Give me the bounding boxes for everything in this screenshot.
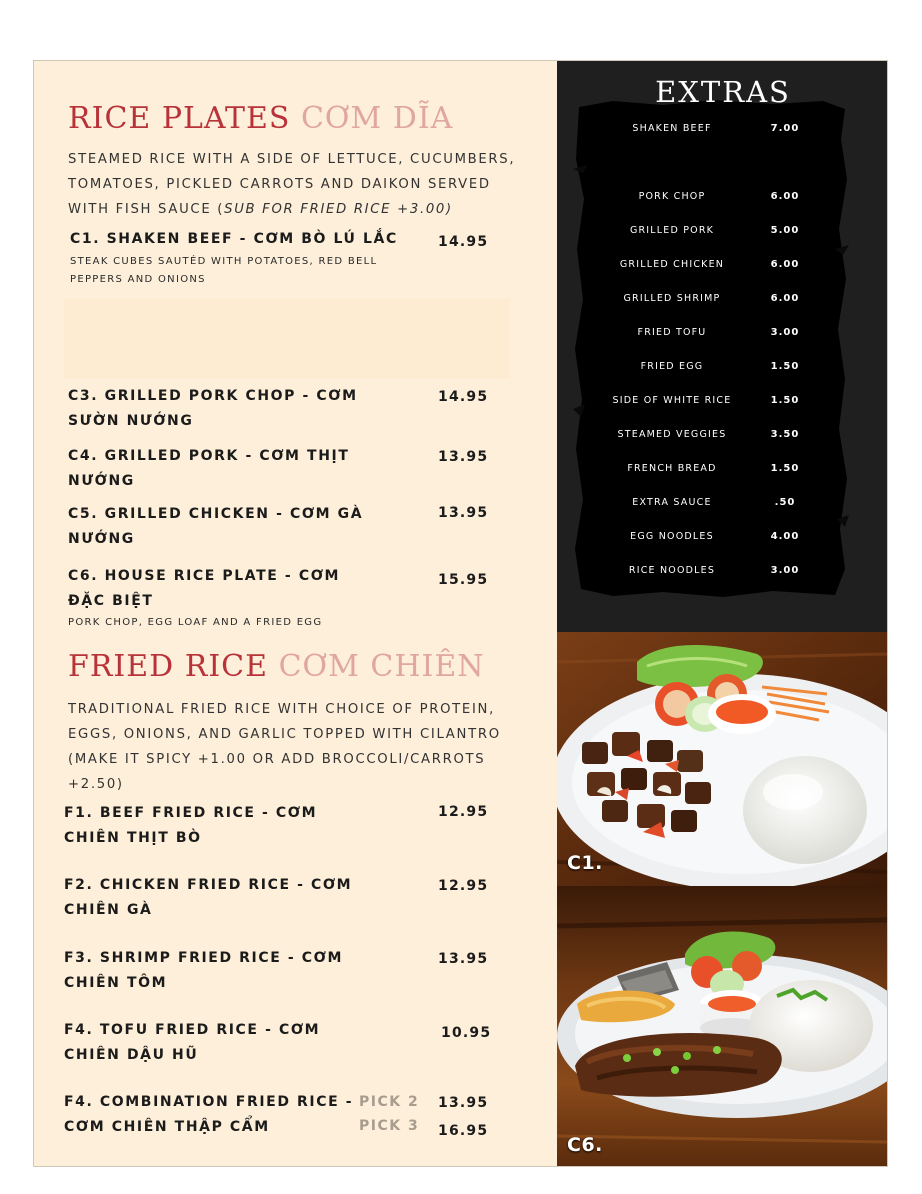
menu-right-column xyxy=(557,61,888,1167)
extra-fried-egg-name: FRIED EGG xyxy=(640,361,704,372)
extra-sauce-price: .50 xyxy=(774,497,796,508)
extra-egg-noodles-name: EGG NOODLES xyxy=(630,531,714,542)
extra-french-bread-price: 1.50 xyxy=(770,463,800,474)
rice-plates-description xyxy=(68,147,538,222)
pick-3-price: 16.95 xyxy=(438,1123,489,1139)
extra-rice-noodles-price: 3.00 xyxy=(770,565,800,576)
house-rice-plate-image xyxy=(557,886,888,1167)
menu-item-c6-name: C6. HOUSE RICE PLATE - CƠM ĐẶC BIỆT xyxy=(68,568,341,609)
menu-left-column xyxy=(34,61,557,1167)
menu-item-c3-price: 14.95 xyxy=(438,389,489,405)
pick-2-price: 13.95 xyxy=(438,1095,489,1111)
extra-steamed-veggies-name: STEAMED VEGGIES xyxy=(617,429,727,440)
brush-stroke-background xyxy=(573,99,849,599)
extra-shaken-beef-price: 7.00 xyxy=(770,123,800,134)
rice-plates-title xyxy=(68,101,453,136)
fried-rice-description: TRADITIONAL FRIED RICE WITH CHOICE OF PROTEIN, EGGS, ONIONS, AND GARLIC TOPPED WITH CILANTRO (MAKE IT SPICY +1.00 OR ADD BROCCOLI/CARROTS +2.50) xyxy=(68,702,501,792)
menu-item-c3-name: C3. GRILLED PORK CHOP - CƠM SƯỜN NƯỚNG xyxy=(68,388,358,429)
extra-grilled-shrimp-name: GRILLED SHRIMP xyxy=(623,293,721,304)
menu-item-f4-tofu-price: 10.95 xyxy=(441,1025,492,1041)
extra-pork-chop-price: 6.00 xyxy=(770,191,800,202)
menu-item-c4-name: C4. GRILLED PORK - CƠM THỊT NƯỚNG xyxy=(68,448,350,489)
extra-grilled-pork-price: 5.00 xyxy=(770,225,800,236)
menu-item-c1-name: C1. SHAKEN BEEF - CƠM BÒ LÚ LẮC xyxy=(70,231,398,247)
extra-grilled-chicken-price: 6.00 xyxy=(770,259,800,270)
rice-plates-title-en: RICE PLATES xyxy=(68,101,291,136)
extra-french-bread-name: FRENCH BREAD xyxy=(627,463,717,474)
menu-item-c1-description: STEAK CUBES SAUTÉD WITH POTATOES, RED BELL PEPPERS AND ONIONS xyxy=(70,256,378,285)
fried-rice-title-en: FRIED RICE xyxy=(68,649,269,684)
extra-rice-noodles-name: RICE NOODLES xyxy=(628,565,716,576)
pick-3-label: PICK 3 xyxy=(359,1118,420,1134)
photo-c1-label: C1. xyxy=(567,852,603,874)
extra-pork-chop-name: PORK CHOP xyxy=(638,191,706,202)
extra-steamed-veggies-price: 3.50 xyxy=(770,429,800,440)
fried-rice-title-vi: CƠM CHIÊN xyxy=(278,649,485,684)
extra-white-rice-name: SIDE OF WHITE RICE xyxy=(612,395,732,406)
rice-plates-title-vi: CƠM DĨA xyxy=(300,101,454,136)
extra-fried-tofu-name: FRIED TOFU xyxy=(637,327,707,338)
menu-item-c5-price: 13.95 xyxy=(438,505,489,521)
rice-plates-description-main: STEAMED RICE WITH A SIDE OF LETTUCE, CUCUMBERS, TOMATOES, PICKLED CARROTS AND DAIKON SERVED WITH FISH SAUCE ( xyxy=(68,152,516,217)
menu-item-f1-name: F1. BEEF FRIED RICE - CƠM CHIÊN THỊT BÒ xyxy=(64,805,318,846)
menu-page xyxy=(33,60,888,1167)
extra-grilled-pork-name: GRILLED PORK xyxy=(629,225,715,236)
menu-item-f2-name: F2. CHICKEN FRIED RICE - CƠM CHIÊN GÀ xyxy=(64,877,353,918)
menu-item-f4-combo-name: F4. COMBINATION FRIED RICE - CƠM CHIÊN THẬP CẨM xyxy=(64,1094,354,1135)
menu-item-c6-price: 15.95 xyxy=(438,572,489,588)
extra-grilled-chicken-name: GRILLED CHICKEN xyxy=(619,259,725,270)
fried-rice-title xyxy=(68,649,485,684)
extra-grilled-shrimp-price: 6.00 xyxy=(770,293,800,304)
extra-fried-tofu-price: 3.00 xyxy=(770,327,800,338)
menu-item-c5-name: C5. GRILLED CHICKEN - CƠM GÀ NƯỚNG xyxy=(68,506,364,547)
extra-shaken-beef-name: SHAKEN BEEF xyxy=(632,123,712,134)
menu-item-f2-price: 12.95 xyxy=(438,878,489,894)
extras-title: EXTRAS xyxy=(655,75,791,109)
photo-c6-label: C6. xyxy=(567,1134,603,1156)
extra-sauce-name: EXTRA SAUCE xyxy=(632,497,712,508)
shaken-beef-plate-image xyxy=(557,632,888,886)
photo-c1-shaken-beef xyxy=(557,632,888,886)
blank-band xyxy=(64,298,510,378)
pick-2-label: PICK 2 xyxy=(359,1094,420,1110)
extra-fried-egg-price: 1.50 xyxy=(770,361,800,372)
menu-item-f3-price: 13.95 xyxy=(438,951,489,967)
photo-c6-house-plate xyxy=(557,886,888,1167)
menu-item-c6-description: PORK CHOP, EGG LOAF AND A FRIED EGG xyxy=(68,617,323,628)
extra-egg-noodles-price: 4.00 xyxy=(770,531,800,542)
extra-white-rice-price: 1.50 xyxy=(770,395,800,406)
menu-item-f3-name: F3. SHRIMP FRIED RICE - CƠM CHIÊN TÔM xyxy=(64,950,343,991)
menu-item-c1-price: 14.95 xyxy=(438,234,489,250)
menu-item-f4-tofu-name: F4. TOFU FRIED RICE - CƠM CHIÊN DẬU HŨ xyxy=(64,1022,321,1063)
menu-item-c4-price: 13.95 xyxy=(438,449,489,465)
rice-plates-description-sub: SUB FOR FRIED RICE +3.00) xyxy=(224,202,453,217)
menu-item-f1-price: 12.95 xyxy=(438,804,489,820)
